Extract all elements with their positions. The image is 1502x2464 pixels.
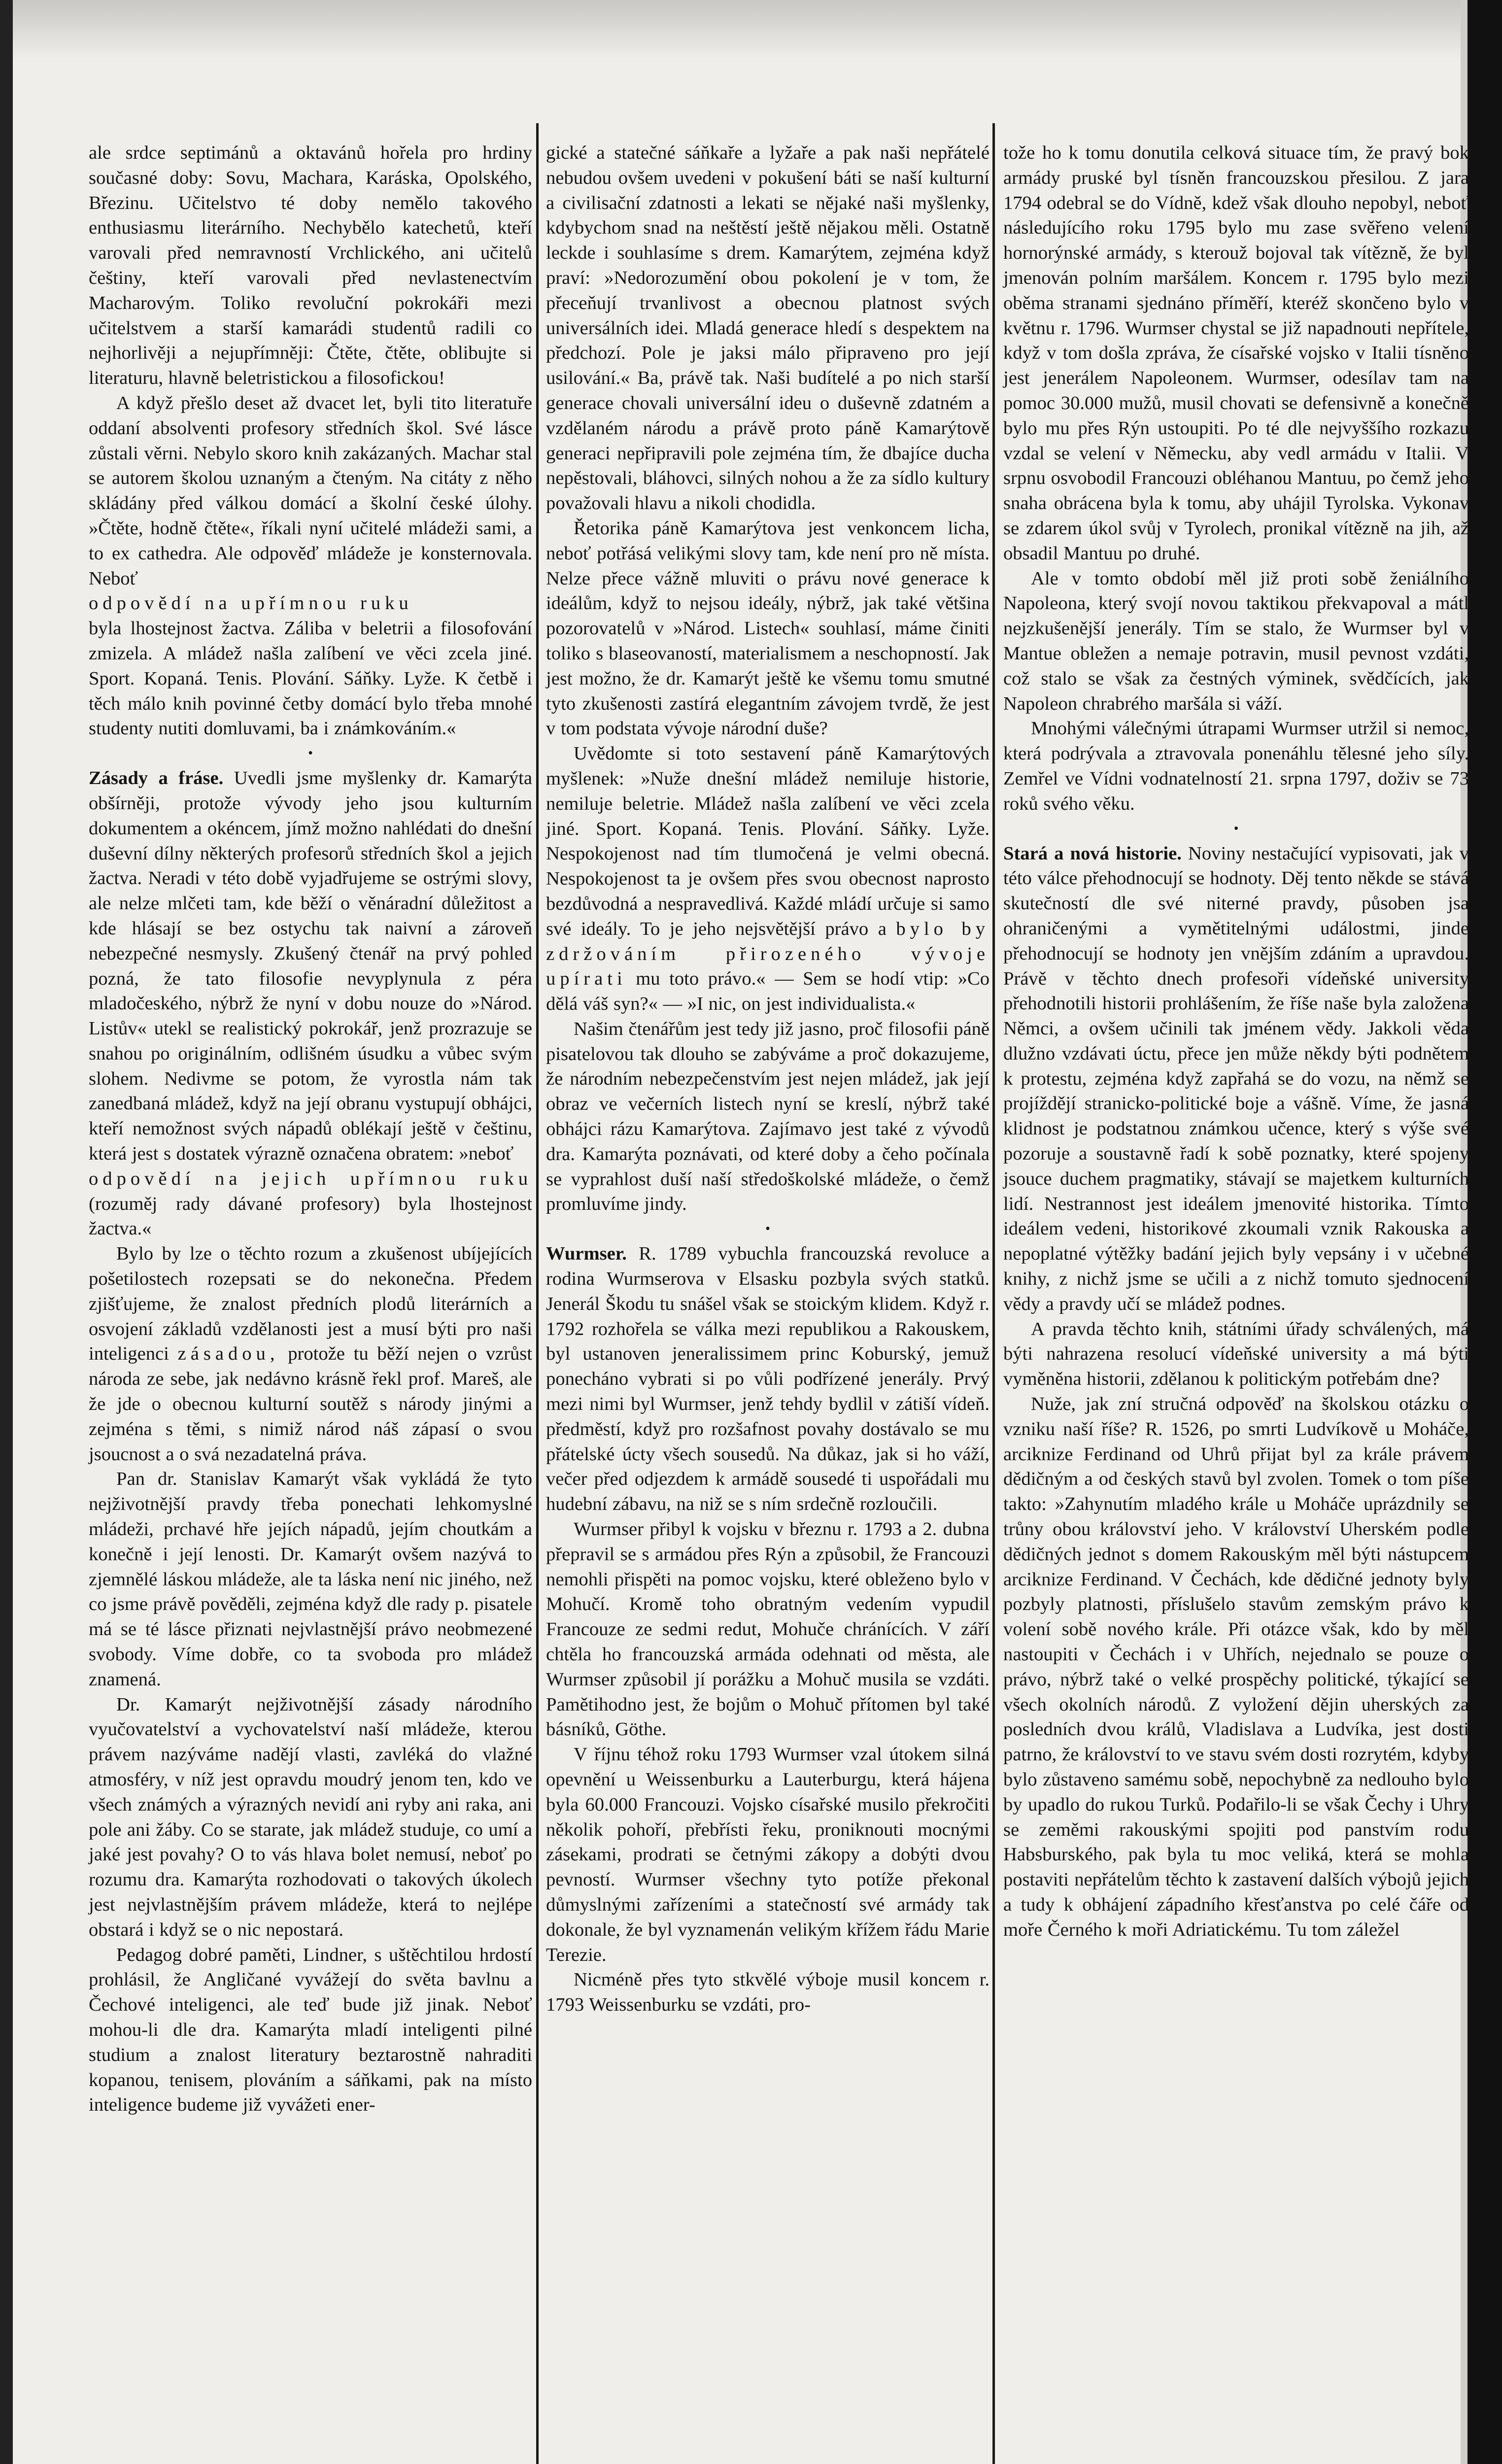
column-3: [1003, 140, 1469, 1943]
paragraph: Mnohými válečnými útrapami Wurmser utržil si nemoc, která podrývala a ztravovala ponenáhlu tělesné jeho síly. Zemřel ve Vídni vodnatelností 21. srpna 1797, doživ se 73 roků svého věku.: [1003, 718, 1469, 814]
paragraph-text: Bylo by lze o těchto rozum a zkušenost ubíjejících pošetilostech rozepsati se do nekonečna. Předem zjišťujeme, že znalost předních plodů literárních a osvojení základů vzdělanosti jest a musí býti pro naši inteligenci: [89, 1243, 532, 1365]
paragraph-text: mu toto právo.« — Sem se hodí vtip: »Co dělá váš syn?« — »I nic, on jest individualista.«: [546, 968, 990, 1015]
scan-left-edge: [0, 0, 13, 2464]
paragraph-text: Noviny nestačující vypisovati, jak v této válce přehodnocují se hodnoty. Děj tento někde se stává skutečností dle své niterné pravdy, působen jsa ohraničenými a vymětitelnými událostmi, jinde přehodnocují se hodnoty jen vnějším zdáním a upravdou. Právě v těchto dnech profesoři vídeňské university přehodnotili historii prohlášením, že říše naše byla založena Němci, a ovšem učinili tak jménem vědy. Jakkoli věda dlužno vzdávati úctu, přece jen může někdy býti podnětem k protestu, zejména když zapřahá se do vozu, na němž se projíždějí stranicko-politické boje a vášně. Víme, že jasná klidnost je podstatnou známkou učence, který s výše své pozoruje a soustavně řadí k sobě poznatky, které spojeny jsouce duchem pragmatiky, stávají se majetkem kulturních lidí. Nestrannost jest ideálem jmenovité historika. Tímto ideálem vedeni, historikové zkoumali vznik Rakouska a nepoplatné výtěžky badání jejich byly vepsány i v učebné knihy, z nichž jsme se učili a z nichž tomuto sjednocení vědy a pravdy učí se mládež podnes.: [1003, 843, 1469, 1314]
paragraph: A pravda těchto knih, státními úřady schválených, má býti nahrazena resolucí vídeňské university a má býti vyměněna historii, zdělanou k politickým potřebám dne?: [1003, 1318, 1469, 1390]
section-separator-star: •: [308, 746, 313, 761]
paragraph: Ale v tomto období měl již proti sobě ženiálního Napoleona, který svojí novou taktikou překvapoval a mátl nejzkušenější jenerály. Tím se stalo, že Wurmser byl v Mantue obležen a nemaje potravin, musil pevnost vzdáti, což stalo se však za čestných výminek, svědčících, jak Napoleon chrabrého maršála si váží.: [1003, 568, 1469, 714]
scan-top-shadow: [0, 0, 1502, 59]
paragraph-text: Uvedli jsme myšlenky dr. Kamarýta obšírněji, protože vývody jeho jsou kulturním dokumentem a okéncem, jímž možno nahlédati do dnešní duševní dílny některých profesorů středních škol a jejich žactva. Neradi v této době vyjadřujeme se ostrými slovy, ale nelze mlčeti tam, kde běží o věnáradní důležitost a kde hlásají se bez ostychu tak naivní a zároveň nebezpečné nesmysly. Zkušený čtenář na prvý pohled pozná, že tato filosofie nevyplynula z péra mladočeského, nýbrž že nyní v dobu nouze do »Národ. Listův« utekl se realistický pokrokář, jenž prozrazuje se snahou po originálním, odlišném úsudku a vůbec svým slohem. Nedivme se potom, že vyrostla nám tak zanedbaná mládež, když na její obranu vystupují obhájci, kteří nemožnost svých nápadů oblékají ještě v češtinu, která jest s dostatek výrazně označena obratem: »neboť: [89, 768, 532, 1164]
paragraph: Nicméně přes tyto stkvělé výboje musil koncem r. 1793 Weissenburku se vzdáti, pro-: [546, 1969, 990, 2016]
paragraph: V říjnu téhož roku 1793 Wurmser vzal útokem silná opevnění u Weissenburku a Lauterburgu, která hájena byla 60.000 Francouzi. Vojsko císařské musilo překročiti několik pohoří, přebřísti řeku, proniknouti mocnými zásekami, prodrati se četnými zákopy a dobýti dvou pevností. Wurmser všechny tyto potíže překonal důmyslnými zařízeními a statečností své armády tak dokonale, že byl vyznamenán velikým křížem řádu Marie Terezie.: [546, 1744, 990, 1965]
column-rule-2: [992, 123, 995, 2464]
paragraph: [546, 741, 990, 1017]
paragraph-text: Uvědomte si toto sestavení páně Kamarýtových myšlenek: »Nuže dnešní mládež nemiluje historie, nemiluje beletrie. Mládež našla zalíbení ve věci zcela jiné. Sport. Kopaná. Tenis. Plování. Sáňky. Lyže. Nespokojenost nad tím tlumočená je velmi obecná. Nespokojenost ta je ovšem přes svou obecnost naprosto bezdůvodná a nespravedlivá. Každé mládí určuje si samo své ideály. To je jeho nejsvětější právo a: [546, 743, 990, 939]
paragraph: [89, 1241, 532, 1467]
paragraph: tože ho k tomu donutila celková situace tím, že pravý bok armády pruské byl tísněn francouzskou přesilou. Z jara 1794 odebral se do Vídně, kdež však dlouho nepobyl, neboť následujícího roku 1795 bylo mu zase svěřeno velení hornorýnské armády, s kterouž bojoval tak vítězně, že byl jmenován polním maršálem. Koncem r. 1795 bylo mezi oběma stranami sjednáno příměří, kteréž skončeno bylo v květnu r. 1796. Wurmser chystal se již napadnouti nepřítele, když v tom došla zpráva, že císařské vojsko v Italii tísněno jest jenerálem Napoleonem. Wurmser, odesílav tam na pomoc 30.000 mužů, musil chovati se defensivně a konečně bylo mu přes Rýn ustoupiti. Po té dle nejvyššího rozkazu vzdal se velení v Německu, aby vedl armádu v Italii. V srpnu osvobodil Francouzi obléhanou Mantuu, po čemž jeho snaha obrácena byla k tomu, aby uhájil Tyrolska. Vykonav se zdarem úkol svůj v Tyrolech, pronikal vítězně na jih, až obsadil Mantuu po druhé.: [1003, 142, 1469, 564]
paragraph: Wurmser přibyl k vojsku v březnu r. 1793 a 2. dubna přepravil se s armádou přes Rýn a způsobil, že Francouzi nemohli přispěti na pomoc vojsku, které obleženo bylo v Mohučí. Kromě toho obratným vedením vypudil Francouze ze sedmi redut, Mohuče chránících. V září chtěla ho francouzská armáda odehnati od města, ale Wurmser způsobil jí porážku a Mohuč musila se vzdáti. Pamětihodno jest, že bojům o Mohuč přítomen byl také básníků, Göthe.: [546, 1519, 990, 1740]
paragraph: Pedagog dobré paměti, Lindner, s uštěchtilou hrdostí prohlásil, že Angličané vyvážejí do světa bavlnu a Čechové inteligenci, ale teď bude již jinak. Neboť mohou-li dle dra. Kamarýta mladí inteligenti pilné studium a znalost literatury beztarostně nahraditi kopanou, tenisem, plováním a sáňkami, pak na místo inteligence budeme již vyvážeti ener-: [89, 1944, 532, 2116]
paragraph: Řetorika páně Kamarýtova jest venkoncem licha, neboť potřásá velikými slovy tam, kde není pro ně místa. Nelze přece vážně mluviti o právu nové generace k ideálům, když to nejsou ideály, nýbrž, jak také většina pozorovatelů v »Národ. Listech« souhlasí, máme činiti toliko s blaseovaností, materialismem a neschopností. Jak jest možno, že dr. Kamarýt ještě ke všemu tomu smutné tyto zkušenosti zastírá elegantním závojem tvrdě, že jest v tom podstata vývoje národní duše?: [546, 517, 990, 739]
section-heading-history: Stará a nová historie.: [1003, 843, 1182, 864]
section-heading-zasady: Zásady a fráse.: [89, 768, 224, 789]
paragraph-spaced: [89, 1166, 532, 1241]
spaced-phrase: odpovědí na upřímnou ruku: [89, 593, 413, 614]
paragraph: byla lhostejnost žactva. Záliba v beletrii a filosofování zmizela. A mládež našla zalíbení ve věci zcela jiné. Sport. Kopaná. Tenis. Plování. Sáňky. Lyže. K četbě i těch málo knih povinné četby domácí bylo třeba mnohé studenty nutiti domluvami, ba i známkováním.«: [89, 618, 532, 739]
paragraph-text: R. 1789 vybuchla francouzská revoluce a rodina Wurmserova v Elsasku pozbyla svých statků. Jenerál Škodu tu snášel však se stoickým klidem. Když r. 1792 rozhořela se válka mezi republikou a Rakouskem, byl ustanoven jeneralissimem princ Koburský, jemuž ponecháno vybrati si po vůli podřízené jenerály. Prvý mezi nimi byl Wurmser, jenž tehdy bydlil v zátiší vídeň. předměstí, když pro rozšafnost povahy dostávalo se mu přátelské úcty všech sousedů. Na důkaz, jak si ho váží, večer před odjezdem k armádě sousedé ti uspořádali mu hudební zábavu, na niž se s ním srdečně rozloučili.: [546, 1243, 990, 1515]
scan-right-edge: [1468, 0, 1502, 2464]
paragraph: Dr. Kamarýt nejživotnější zásady národního vyučovatelství a vychovatelství naší mládeže, kterou právem nazýváme nadějí vlasti, zavléká do vlažné atmosféry, v níž jest opravdu moudrý jenom ten, kdo ve všech známých a výrazných nevidí ani ryby ani raka, ani pole ani žáby. Co se starate, jak mládež studuje, co umí a jaké jest povahy? O to vás hlava bolet nemusí, neboť po rozumu dra. Kamarýta rozhodovati o takových úkolech jest nejvlastnějším právem mládeže, která to nejlépe obstará i když se o nic nepostará.: [89, 1694, 532, 1940]
paragraph-text: (rozuměj rady dávané profesory) byla lhostejnost žactva.«: [89, 1193, 532, 1239]
column-1: [89, 140, 532, 2118]
section-separator-star: •: [1233, 821, 1239, 836]
paragraph: ale srdce septimánů a oktavánů hořela pro hrdiny současné doby: Sovu, Machara, Karáska, Opolského, Březinu. Učitelstvo té doby nemělo takového enthusiasmu literárního. Nechybělo katechetů, kteří varovali před nemravností Vrchlického, ani učitelů češtiny, kteří varovali před nevlastenectvím Macharovým. Toliko revoluční pokrokáři mezi učitelstvem a starší kamarádi studentů radili co nejhorlivěji a nejupřímněji: Čtěte, čtěte, oblibujte si literaturu, hlavně beletristickou a filosofickou!: [89, 142, 532, 389]
spaced-phrase: zásadou,: [177, 1343, 279, 1365]
column-2: [546, 140, 990, 2018]
spaced-phrase: bylo by zdržováním přirozeného vývoje upírati: [546, 918, 990, 990]
paragraph: Nuže, jak zní stručná odpověď na školskou otázku o vzniku naší říše? R. 1526, po smrti Ludvíkově u Moháče, arciknize Ferdinand od Uhrů přijat byl za krále právem dědičným a od českých stavů byl zvolen. Tomek o tom píše takto: »Zahynutím mladého krále u Moháče uprázdnily se trůny obou království jeho. V království Uherském podle dědičných jednot s domem Rakouským měl býti nástupcem arciknize Ferdinand. V Čechách, kde dědičné jednoty byly pozbyly platnosti, příslušelo stavům zemským právo k volení sobě nového krále. Při otázce však, kdo by měl nastoupiti v Čechách i v Uhřích, nejednalo se pouze o právo, nýbrž také o velké prospěchy politické, týkající se všech okolních národů. Z vyložení dějin uherských za posledních dvou králů, Vladislava a Ludvíka, jest dosti patrno, že království to ve stavu svém dosti rozrytém, kdyby bylo zůstaveno samému sobě, nepochybně za nedlouho bylo by upadlo do rukou Turků. Podařilo-li se však Čechy i Uhry se zeměmi rakouskými spojiti pod panstvím rodu Habsburského, pak byla tu moc veliká, která se mohla postaviti nepřátelům těchto k zastavení dalších výbojů jejich a tudy k obhájení západního křesťanstva po celé čáře od moře Černého k moři Adriatickému. Tu tom záležel: [1003, 1394, 1469, 1940]
column-rule-1: [536, 123, 539, 2464]
paragraph-spaced: [89, 591, 532, 616]
paragraph: gické a statečné sáňkaře a lyžaře a pak naši nepřátelé nebudou ovšem uvedeni v pokušení báti se naší kulturní a civilisační zdatnosti a lekati se nějaké naši myšlenky, kdybychom snad na neštěstí ještě nějakou měli. Ostatně leckde i souhlasíme s drem. Kamarýtem, zejména když praví: »Nedorozumění obou pokolení je v tom, že přeceňují trvanlivost a obecnou platnost svých universálních idei. Mladá generace hledí s despektem na předchozí. Pole je jaksi málo připraveno pro její usilování.« Ba, právě tak. Naši budítelé a po nich starší generace chovali universální ideu o duševně zdatném a vzdělaném národu a právě proto páně Kamarýtově generaci nepřipravili pole zejména tím, že dbajíce ducha nepěstovali, bláhovci, silných nohou a že za sídlo kultury považovali hlavu a nikoli chodidla.: [546, 142, 990, 514]
spaced-phrase: odpovědí na jejich upřímnou ruku: [89, 1168, 532, 1189]
paragraph-text: protože tu běží nejen o vzrůst národa ze sebe, jak nedávno krásně řekl prof. Mareš, ale že jde o obecnou kulturní soutěž s národy jinými a zejména s těmi, s nimiž národ náš zápasí o svou jsoucnost a o svá nezadatelná práva.: [89, 1343, 532, 1465]
section-separator-star: •: [765, 1221, 770, 1237]
section-heading-wurmser: Wurmser.: [546, 1243, 627, 1265]
paragraph: A když přešlo deset až dvacet let, byli tito literatuře oddaní absolventi profesory středních škol. Své lásce zůstali věrni. Nebylo skoro knih zakázaných. Machar stal se autorem školou uznaným a čteným. Na citáty z něho skládány před válkou domácí a školní české úlohy. »Čtěte, hodně čtěte«, říkali nyní učitelé mládeži sami, a to ex cathedra. Ale odpověď mládeže je konsternovala. Neboť: [89, 392, 532, 589]
paragraph: Pan dr. Stanislav Kamarýt však vykládá že tyto nejživotnější pravdy třeba ponechati lehkomyslné mládeži, prchavé hře jejích nápadů, jejím choutkám a konečně i její lenosti. Dr. Kamarýt ovšem nazývá to zjemnělé láskou mládeže, ale ta láska není nic jiného, než co jsme právě pověděli, zejména když dle rady p. pisatele má se té lásce přiznati nejvlastnější právo neobmezené svobody. Víme dobře, co ta svoboda pro mládež znamená.: [89, 1469, 532, 1690]
paragraph: Našim čtenářům jest tedy již jasno, proč filosofii páně pisatelovou tak dlouho se zabýváme a proč dokazujeme, že národním nebezpečenstvím jest nejen mládež, jak její obraz ve večerních listech nyní se kreslí, nýbrž také obhájci rázu Kamarýtova. Zajímavo jest také z vývodů dra. Kamarýta poznávati, od které doby a čeho počínala se vyprahlost duší naší středoškolské mládeže, o čemž promluvíme jindy.: [546, 1018, 990, 1215]
